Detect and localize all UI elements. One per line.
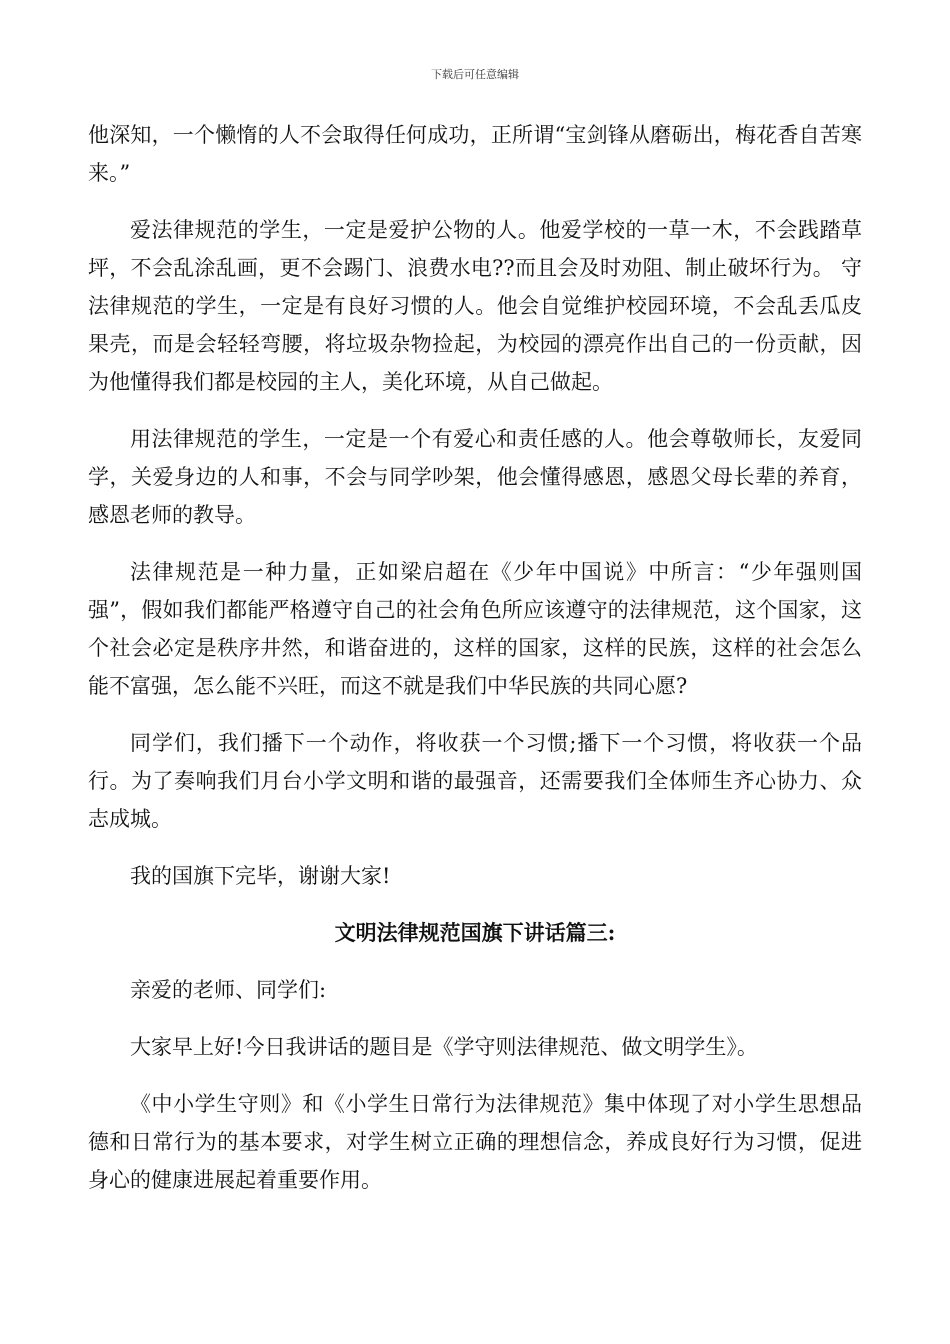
paragraph-6: 我的国旗下完毕，谢谢大家!	[130, 864, 391, 888]
paragraph-9: 《中小学生守则》和《小学生日常行为法律规范》集中体现了对小学生思想品德和日常行为的基本要求，对学生树立正确的理想信念，养成良好行为习惯，促进身心的健康进展起着重要作用。	[88, 1092, 862, 1192]
paragraph-8: 大家早上好!今日我讲话的题目是《学守则法律规范、做文明学生》。	[130, 1035, 758, 1059]
paragraph-5: 同学们，我们播下一个动作，将收获一个习惯;播下一个习惯，将收获一个品行。为了奏响我们月台小学文明和谐的最强音，还需要我们全体师生齐心协力、众志成城。	[88, 731, 862, 831]
paragraph-7: 亲爱的老师、同学们:	[130, 978, 327, 1002]
paragraph-4: 法律规范是一种力量，正如梁启超在《少年中国说》中所言：“少年强则国强”，假如我们都能严格遵守自己的社会角色所应该遵守的法律规范，这个国家，这个社会必定是秩序井然，和谐奋进的，这样的国家，这样的民族，这样的社会怎么能不富强，怎么能不兴旺，而这不就是我们中华民族的共同心愿?	[88, 560, 862, 698]
paragraph-3: 用法律规范的学生，一定是一个有爱心和责任感的人。他会尊敬师长，友爱同学，关爱身边的人和事，不会与同学吵架，他会懂得感恩，感恩父母长辈的养育，感恩老师的教导。	[88, 427, 862, 527]
header-note: 下载后可任意编辑	[431, 68, 519, 81]
section-title: 文明法律规范国旗下讲话篇三:	[334, 920, 616, 945]
paragraph-2: 爱法律规范的学生，一定是爱护公物的人。他爱学校的一草一木，不会践踏草坪，不会乱涂乱画，更不会踢门、浪费水电??而且会及时劝阻、制止破坏行为。 守法律规范的学生，一定是有良好习惯的人。他会自觉维护校园环境，不会乱丢瓜皮果壳，而是会轻轻弯腰，将垃圾杂物捡起，为校园的漂亮作出自己的一份贡献，因为他懂得我们都是校园的主人，美化环境，从自己做起。	[88, 218, 862, 394]
document-body	[88, 116, 862, 1218]
paragraph-1: 他深知，一个懒惰的人不会取得任何成功，正所谓“宝剑锋从磨砺出，梅花香自苦寒来。”	[88, 123, 862, 185]
